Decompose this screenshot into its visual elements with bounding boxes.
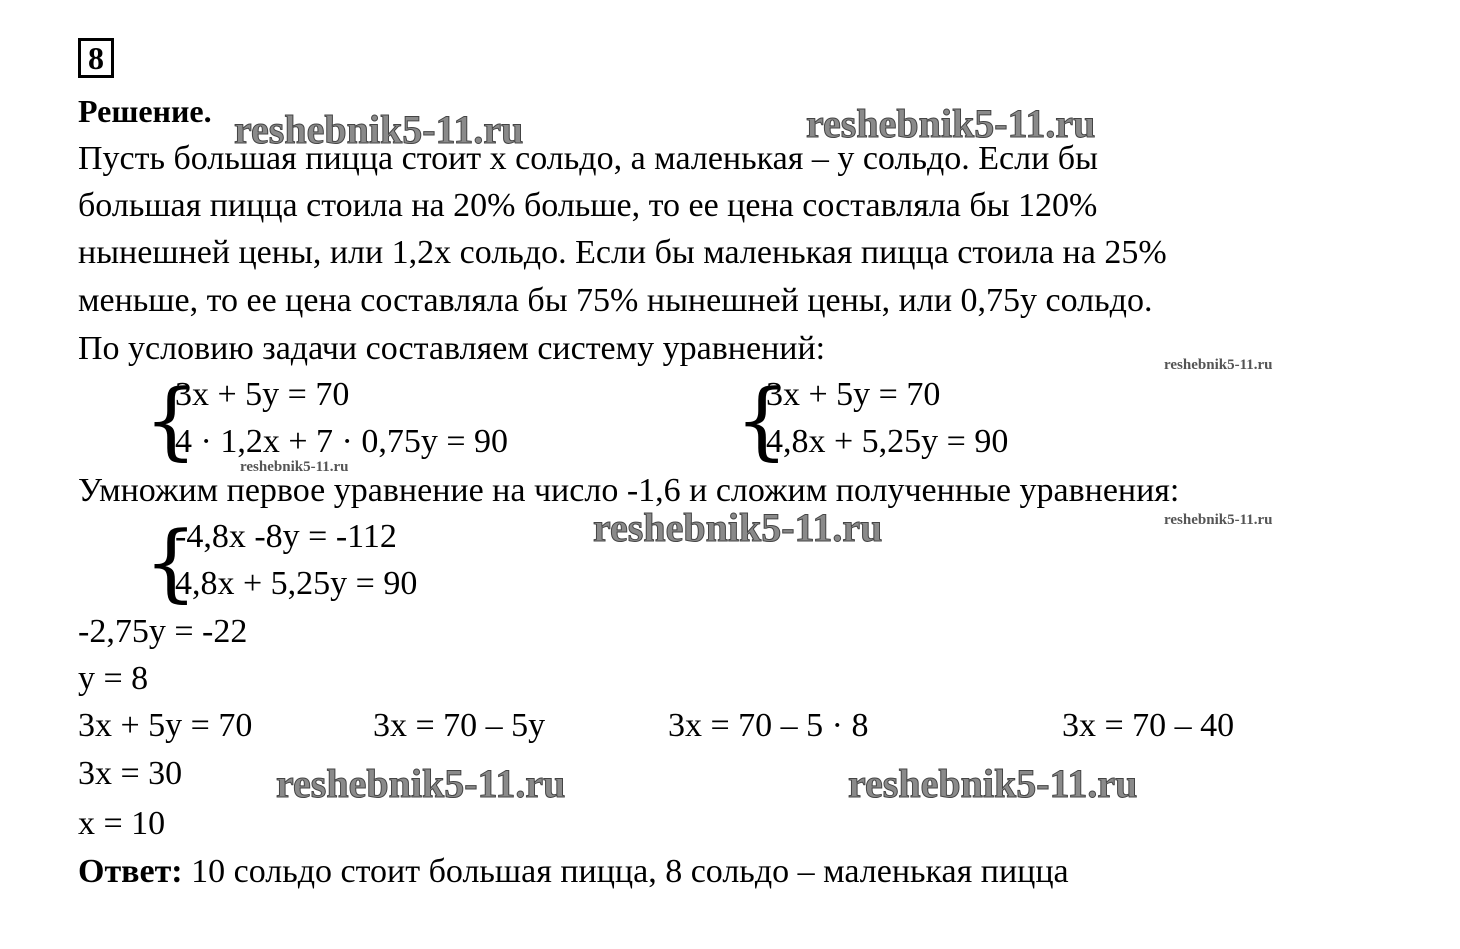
solution-heading: Решение. [78, 93, 212, 129]
answer-label: Ответ: [78, 853, 183, 890]
step-line: 3x = 70 – 5 · 8 [668, 707, 869, 744]
problem-number: 8 [78, 38, 114, 78]
paragraph-line: большая пицца стоила на 20% больше, то ее цена составляла бы 120% [78, 187, 1098, 224]
step-line: -2,75y = -22 [78, 613, 248, 650]
system-brace-1: { [144, 371, 198, 469]
system-brace-2: { [735, 371, 789, 469]
step-line: y = 8 [78, 660, 149, 697]
watermark: reshebnik5-11.ru [234, 107, 524, 152]
watermark: reshebnik5-11.ru [806, 101, 1096, 146]
step-line: 3x = 70 – 5y [373, 707, 546, 744]
step-line: 3x = 30 [78, 755, 183, 792]
paragraph-line: нынешней цены, или 1,2x сольдо. Если бы маленькая пицца стоила на 25% [78, 234, 1167, 271]
watermark-small: reshebnik5-11.ru [240, 459, 349, 475]
watermark: reshebnik5-11.ru [593, 505, 883, 550]
step-line: 3x + 5y = 70 [78, 707, 253, 744]
system1-equation-2: 4 · 1,2x + 7 · 0,75y = 90 [175, 423, 508, 460]
answer-text: 10 сольдо стоит большая пицца, 8 сольдо – маленькая пицца [191, 853, 1069, 890]
paragraph-line: Пусть большая пицца стоит x сольдо, а маленькая – y сольдо. Если бы [78, 140, 1098, 177]
paragraph-line: По условию задачи составляем систему уравнений: [78, 330, 826, 367]
system2-equation-1: 3x + 5y = 70 [766, 376, 941, 413]
system3-equation-2: 4,8x + 5,25y = 90 [175, 565, 418, 602]
answer-line [78, 855, 1069, 889]
system-brace-3: { [144, 513, 198, 611]
system2-equation-2: 4,8x + 5,25y = 90 [766, 423, 1009, 460]
watermark: reshebnik5-11.ru [276, 761, 566, 806]
watermark: reshebnik5-11.ru [848, 761, 1138, 806]
step-line: x = 10 [78, 805, 166, 842]
system1-equation-1: 3x + 5y = 70 [175, 376, 350, 413]
paragraph-line: меньше, то ее цена составляла бы 75% нынешней цены, или 0,75y сольдо. [78, 282, 1153, 319]
system3-equation-1: -4,8x -8y = -112 [175, 518, 397, 555]
watermark-small: reshebnik5-11.ru [1164, 512, 1273, 528]
watermark-small: reshebnik5-11.ru [1164, 357, 1273, 373]
step-line: 3x = 70 – 40 [1062, 707, 1235, 744]
multiply-instruction: Умножим первое уравнение на число -1,6 и сложим полученные уравнения: [78, 472, 1180, 509]
